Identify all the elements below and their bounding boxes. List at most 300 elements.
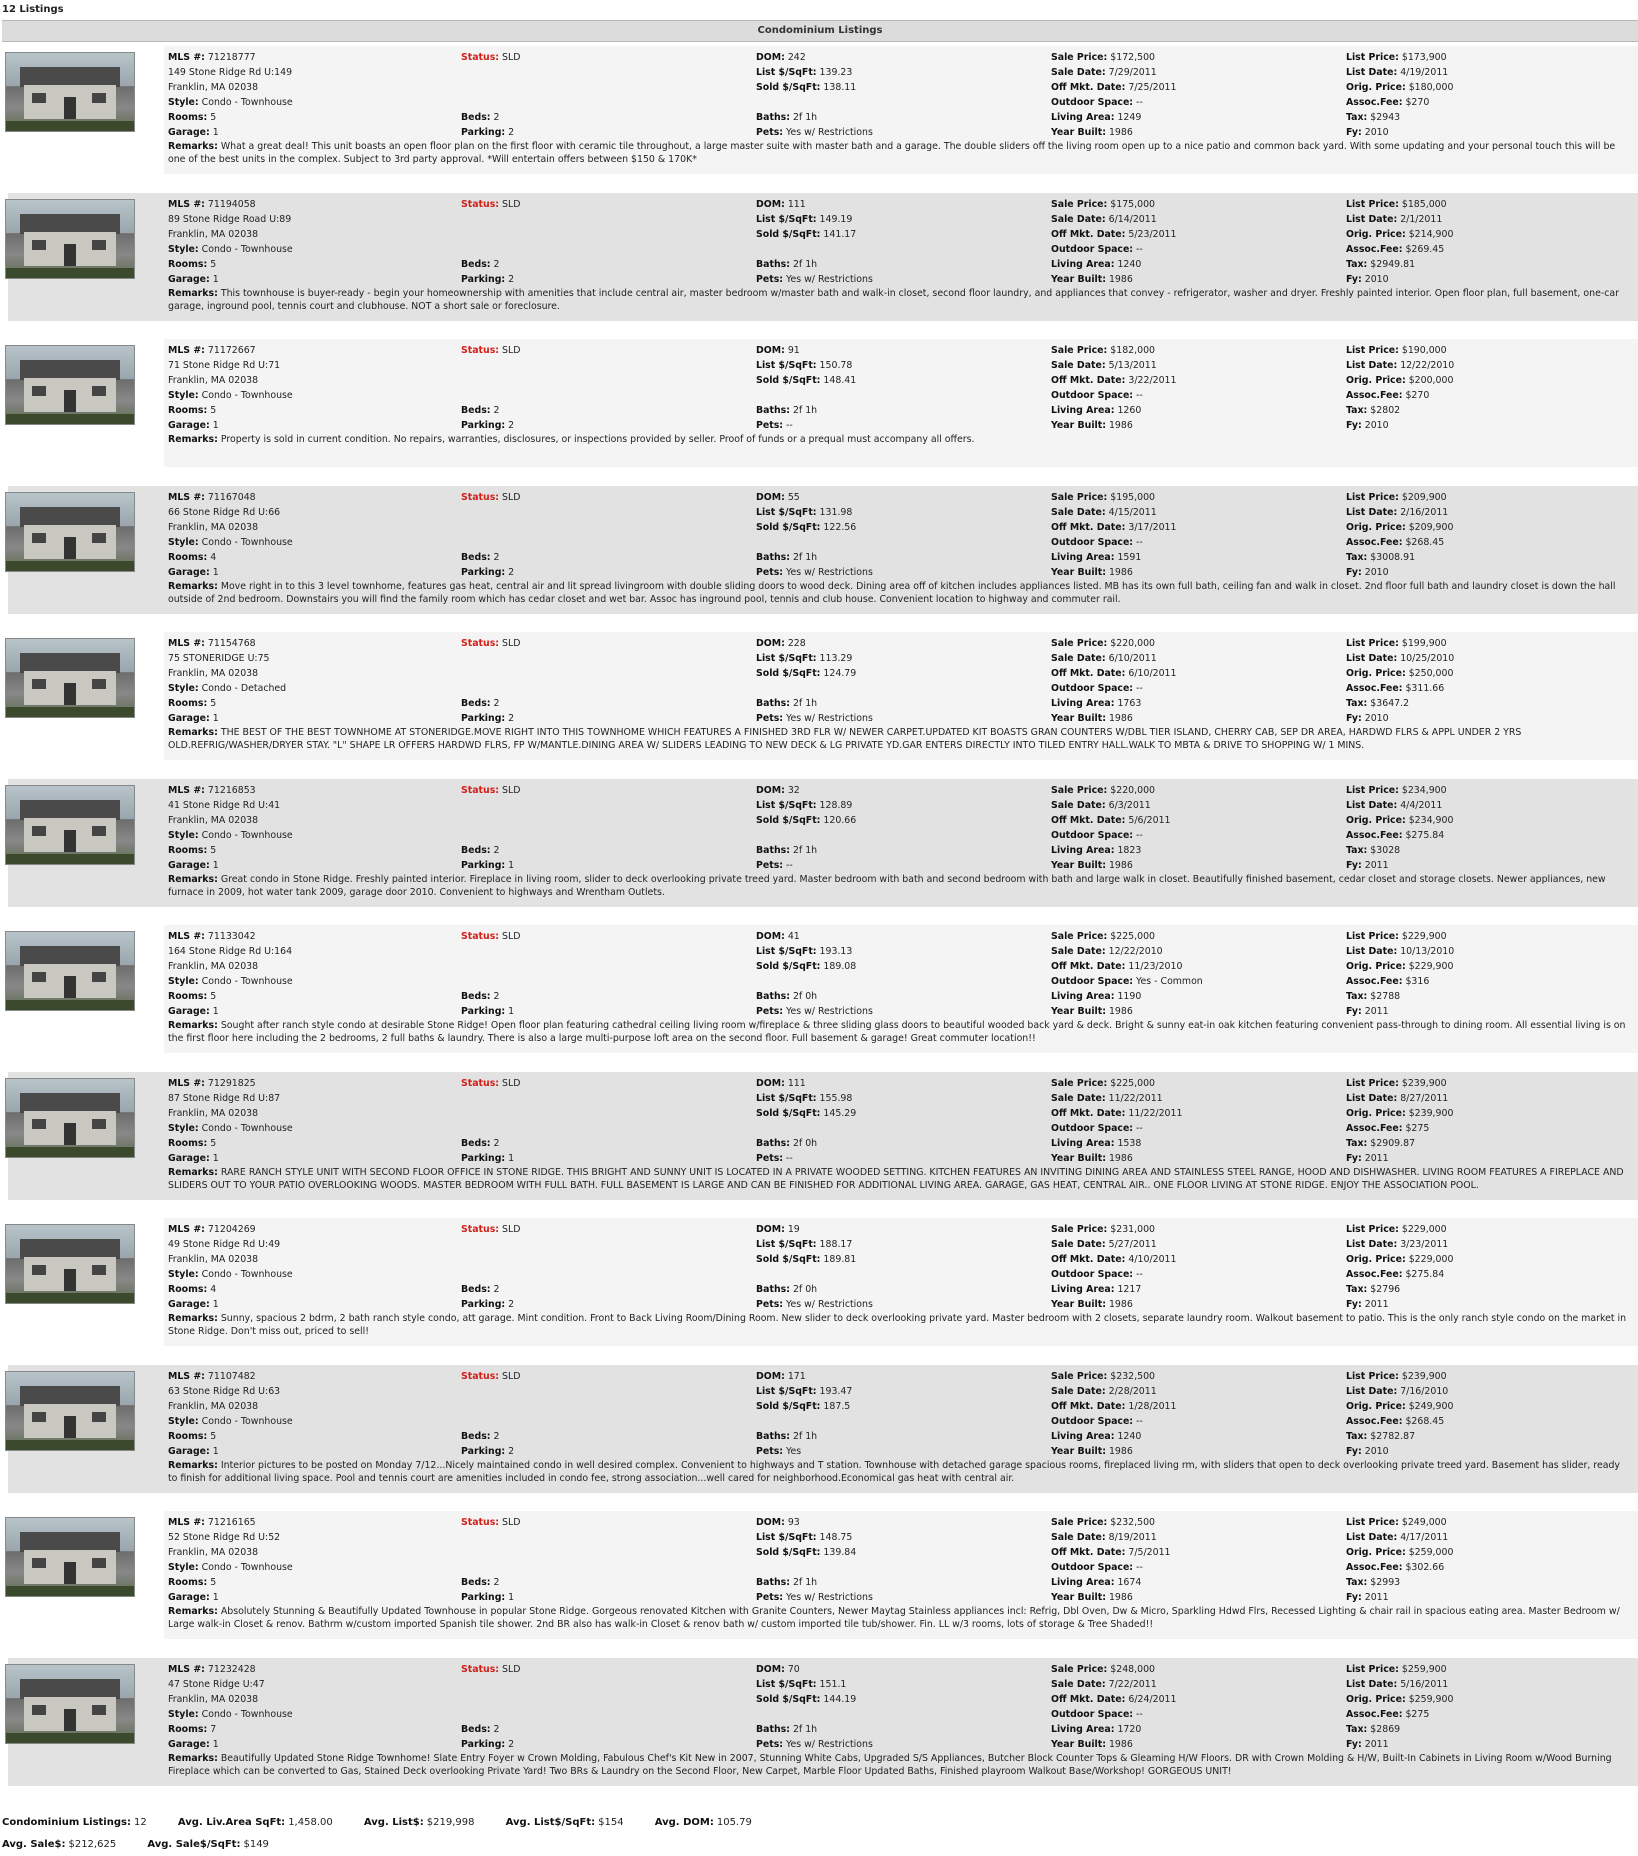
listing-garage: Garage: 1 xyxy=(168,274,219,285)
listing-sold-sqft: Sold $/SqFt: 124.79 xyxy=(756,668,857,679)
listing-status: Status: SLD xyxy=(461,1224,521,1235)
listing-beds: Beds: 2 xyxy=(461,405,500,416)
listing-style: Style: Condo - Townhouse xyxy=(168,97,293,108)
summary-avg-sale-sqft: Avg. Sale$/SqFt: $149 xyxy=(147,1839,269,1850)
listing-remarks: Remarks: Sunny, spacious 2 bdrm, 2 bath ranch style condo, att garage. Mint condition. Front to Back Living Room/Dining Room. New slider to deck overlooking private yard. Master bedroom with 2 closets, separate laundry room. Walkout basement to patio. This is the only ranch style condo on the market in Stone Ridge. Don't miss out, priced to sell! xyxy=(168,1313,1627,1337)
spacer xyxy=(756,242,873,257)
listing-beds: Beds: 2 xyxy=(461,259,500,270)
col-identity xyxy=(168,343,293,433)
listing-sale-price: Sale Price: $172,500 xyxy=(1051,52,1156,63)
summary-row-2 xyxy=(2,1834,780,1856)
col-market xyxy=(756,1222,873,1312)
listing-beds: Beds: 2 xyxy=(461,698,500,709)
col-sale xyxy=(1051,343,1176,433)
listing-tax: Tax: $3008.91 xyxy=(1346,552,1416,563)
listing-baths: Baths: 2f 1h xyxy=(756,1431,818,1442)
listing-orig-price: Orig. Price: $239,900 xyxy=(1346,1108,1454,1119)
listing-rooms: Rooms: 4 xyxy=(168,552,217,563)
listing-year-built: Year Built: 1986 xyxy=(1051,1446,1133,1457)
listing-living-area: Living Area: 1823 xyxy=(1051,845,1142,856)
listing-living-area: Living Area: 1190 xyxy=(1051,991,1142,1002)
listing-list-price: List Price: $199,900 xyxy=(1346,638,1447,649)
listing-list-sqft: List $/SqFt: 139.23 xyxy=(756,67,853,78)
spacer xyxy=(756,1707,873,1722)
col-listing xyxy=(1346,1369,1453,1459)
listing-off-mkt-date: Off Mkt. Date: 4/10/2011 xyxy=(1051,1254,1177,1265)
listing-address: 89 Stone Ridge Road U:89 xyxy=(168,214,292,225)
listing-address: 149 Stone Ridge Rd U:149 xyxy=(168,67,293,78)
listing-list-sqft: List $/SqFt: 113.29 xyxy=(756,653,853,664)
col-sale xyxy=(1051,1222,1176,1312)
listing-living-area: Living Area: 1591 xyxy=(1051,552,1142,563)
listing-garage: Garage: 1 xyxy=(168,127,219,138)
listing-living-area: Living Area: 1260 xyxy=(1051,405,1142,416)
listing-pets: Pets: Yes w/ Restrictions xyxy=(756,127,873,138)
listing-rooms: Rooms: 5 xyxy=(168,991,217,1002)
listing-rooms: Rooms: 5 xyxy=(168,112,217,123)
summary-avg-sale: Avg. Sale$: $212,625 xyxy=(2,1839,117,1850)
listing-list-date: List Date: 10/13/2010 xyxy=(1346,946,1455,957)
listing-outdoor-space: Outdoor Space: -- xyxy=(1051,1269,1143,1280)
listing-pets: Pets: Yes w/ Restrictions xyxy=(756,1299,873,1310)
listing-list-date: List Date: 4/19/2011 xyxy=(1346,67,1449,78)
listing-dom: DOM: 32 xyxy=(756,785,800,796)
listing-fy: Fy: 2010 xyxy=(1346,420,1389,431)
spacer xyxy=(461,666,520,681)
listing-list-date: List Date: 7/16/2010 xyxy=(1346,1386,1449,1397)
listing-photo[interactable] xyxy=(5,638,135,718)
listing-dom: DOM: 242 xyxy=(756,52,806,63)
listing-sale-date: Sale Date: 6/10/2011 xyxy=(1051,653,1157,664)
listing-tax: Tax: $2949.81 xyxy=(1346,259,1416,270)
listing-address: 47 Stone Ridge U:47 xyxy=(168,1679,265,1690)
spacer xyxy=(461,1252,520,1267)
spacer xyxy=(461,1121,520,1136)
col-identity xyxy=(168,1076,293,1166)
listing-list-date: List Date: 3/23/2011 xyxy=(1346,1239,1449,1250)
listing-city: Franklin, MA 02038 xyxy=(168,375,259,386)
listing-living-area: Living Area: 1240 xyxy=(1051,1431,1142,1442)
listing-beds: Beds: 2 xyxy=(461,1724,500,1735)
listing-status: Status: SLD xyxy=(461,1664,521,1675)
listing-outdoor-space: Outdoor Space: -- xyxy=(1051,1562,1143,1573)
listing-fy: Fy: 2011 xyxy=(1346,1592,1389,1603)
listing-tax: Tax: $2788 xyxy=(1346,991,1401,1002)
listing-sale-date: Sale Date: 5/13/2011 xyxy=(1051,360,1157,371)
listing-fy: Fy: 2011 xyxy=(1346,1006,1389,1017)
listing-baths: Baths: 2f 1h xyxy=(756,259,818,270)
listing-dom: DOM: 55 xyxy=(756,492,800,503)
listing-baths: Baths: 2f 1h xyxy=(756,405,818,416)
listing-orig-price: Orig. Price: $209,900 xyxy=(1346,522,1454,533)
listing-pets: Pets: Yes w/ Restrictions xyxy=(756,1006,873,1017)
col-market xyxy=(756,929,873,1019)
col-sale xyxy=(1051,1369,1176,1459)
listing-assoc-fee: Assoc.Fee: $311.66 xyxy=(1346,683,1445,694)
spacer xyxy=(461,1414,520,1429)
listing-baths: Baths: 2f 0h xyxy=(756,991,818,1002)
listing-status: Status: SLD xyxy=(461,1371,521,1382)
listing-sold-sqft: Sold $/SqFt: 148.41 xyxy=(756,375,857,386)
listing-row xyxy=(0,779,1638,923)
listing-pets: Pets: Yes w/ Restrictions xyxy=(756,1739,873,1750)
listing-year-built: Year Built: 1986 xyxy=(1051,274,1133,285)
spacer xyxy=(461,651,520,666)
listing-row xyxy=(0,339,1638,483)
listing-photo[interactable] xyxy=(5,199,135,279)
listing-sold-sqft: Sold $/SqFt: 144.19 xyxy=(756,1694,857,1705)
spacer xyxy=(461,1091,520,1106)
spacer xyxy=(461,1560,520,1575)
listing-assoc-fee: Assoc.Fee: $316 xyxy=(1346,976,1430,987)
col-status xyxy=(461,1222,520,1312)
listing-style: Style: Condo - Townhouse xyxy=(168,830,293,841)
mls-number: MLS #: 71216165 xyxy=(168,1517,256,1528)
listing-count: 12 Listings xyxy=(2,4,64,15)
listing-city: Franklin, MA 02038 xyxy=(168,522,259,533)
listing-off-mkt-date: Off Mkt. Date: 6/10/2011 xyxy=(1051,668,1177,679)
summary-avg-liv-area: Avg. Liv.Area SqFt: 1,458.00 xyxy=(177,1817,333,1828)
listing-outdoor-space: Outdoor Space: -- xyxy=(1051,1123,1143,1134)
col-market xyxy=(756,1662,873,1752)
listing-status: Status: SLD xyxy=(461,1078,521,1089)
listing-style: Style: Condo - Townhouse xyxy=(168,244,293,255)
listing-assoc-fee: Assoc.Fee: $275.84 xyxy=(1346,830,1445,841)
listing-style: Style: Condo - Detached xyxy=(168,683,287,694)
listing-pets: Pets: Yes w/ Restrictions xyxy=(756,274,873,285)
listing-sale-date: Sale Date: 4/15/2011 xyxy=(1051,507,1157,518)
listing-sale-price: Sale Price: $220,000 xyxy=(1051,785,1156,796)
col-sale xyxy=(1051,1662,1176,1752)
listing-photo[interactable] xyxy=(5,931,135,1011)
listing-tax: Tax: $2796 xyxy=(1346,1284,1401,1295)
listing-sale-date: Sale Date: 7/22/2011 xyxy=(1051,1679,1157,1690)
listing-beds: Beds: 2 xyxy=(461,112,500,123)
listing-sale-date: Sale Date: 6/3/2011 xyxy=(1051,800,1151,811)
col-listing xyxy=(1346,783,1453,873)
listing-remarks: Remarks: This townhouse is buyer-ready - begin your homeownership with amenities that include central air, master bedroom w/master bath and walk-in closet, second floor laundry, and appliances that convey - refrigerator, washer and dryer. Freshly painted interior. Open floor plan, full basement, one-car garage, inground pool, tennis court and clubhouse. NOT a short sale or foreclosure. xyxy=(168,288,1619,312)
listing-photo[interactable] xyxy=(5,345,135,425)
listing-living-area: Living Area: 1674 xyxy=(1051,1577,1142,1588)
listing-photo[interactable] xyxy=(5,785,135,865)
listing-photo[interactable] xyxy=(5,1517,135,1597)
listing-orig-price: Orig. Price: $229,000 xyxy=(1346,1254,1454,1265)
listing-list-date: List Date: 8/27/2011 xyxy=(1346,1093,1449,1104)
col-market xyxy=(756,1369,852,1459)
listing-parking: Parking: 2 xyxy=(461,1446,515,1457)
listing-assoc-fee: Assoc.Fee: $275.84 xyxy=(1346,1269,1445,1280)
listing-year-built: Year Built: 1986 xyxy=(1051,420,1133,431)
listing-rooms: Rooms: 5 xyxy=(168,698,217,709)
listing-sale-price: Sale Price: $220,000 xyxy=(1051,638,1156,649)
listing-orig-price: Orig. Price: $234,900 xyxy=(1346,815,1454,826)
listing-garage: Garage: 1 xyxy=(168,1299,219,1310)
spacer xyxy=(461,242,520,257)
listing-city: Franklin, MA 02038 xyxy=(168,1401,259,1412)
listing-pets: Pets: Yes xyxy=(756,1446,802,1457)
col-listing xyxy=(1346,197,1453,287)
listing-pets: Pets: -- xyxy=(756,860,793,871)
spacer xyxy=(756,1414,852,1429)
listing-list-price: List Price: $229,900 xyxy=(1346,931,1447,942)
listing-remarks: Remarks: RARE RANCH STYLE UNIT WITH SECOND FLOOR OFFICE IN STONE RIDGE. THIS BRIGHT AND SUNNY UNIT IS LOCATED IN A PRIVATE WOODED SETTING. KITCHEN FEATURES AN INVITING DINING AREA AND STAINLESS STEEL RANGE, HOOD AND DISHWASHER. LIVING ROOM FEATURES A FIREPLACE AND SLIDERS OUT TO YOUR PATIO OVERLOOKING WOODS. MASTER BEDROOM WITH FULL BATH. FULL BASEMENT IS LARGE AND CAN BE FINISHED FOR ADDITIONAL LIVING AREA. GARAGE, GAS HEAT, CENTRAL AIR.. ONE FLOOR LIVING AT STONE RIDGE. ENJOY THE ASSOCIATION POOL. xyxy=(168,1167,1624,1191)
listing-status: Status: SLD xyxy=(461,638,521,649)
listing-living-area: Living Area: 1763 xyxy=(1051,698,1142,709)
listing-sale-price: Sale Price: $195,000 xyxy=(1051,492,1156,503)
col-market xyxy=(756,197,873,287)
listing-photo[interactable] xyxy=(5,1078,135,1158)
col-status xyxy=(461,490,520,580)
listing-garage: Garage: 1 xyxy=(168,1006,219,1017)
listing-off-mkt-date: Off Mkt. Date: 3/22/2011 xyxy=(1051,375,1177,386)
listing-orig-price: Orig. Price: $200,000 xyxy=(1346,375,1454,386)
listing-beds: Beds: 2 xyxy=(461,991,500,1002)
listing-beds: Beds: 2 xyxy=(461,1284,500,1295)
listing-city: Franklin, MA 02038 xyxy=(168,815,259,826)
listing-list-sqft: List $/SqFt: 188.17 xyxy=(756,1239,853,1250)
listing-parking: Parking: 2 xyxy=(461,713,515,724)
listing-photo[interactable] xyxy=(5,52,135,132)
col-status xyxy=(461,197,520,287)
listing-living-area: Living Area: 1217 xyxy=(1051,1284,1142,1295)
spacer xyxy=(756,388,856,403)
col-sale xyxy=(1051,1515,1171,1605)
listing-fy: Fy: 2011 xyxy=(1346,1299,1389,1310)
listing-remarks: Remarks: THE BEST OF THE BEST TOWNHOME AT STONERIDGE.MOVE RIGHT INTO THIS TOWNHOME WHICH FEATURES A FINISHED 3RD FLR W/ NEWER CARPET.UPDATED KIT BOASTS GRAN COUNTERS W/DBL TIER ISLAND, CHERRY CAB, SEP DR AREA, HARDWD FLRS & APPL UNDER 2 YRS OLD.REFRIG/WASHER/DRYER STAY. "L" SHAPE LR OFFERS HARDWD FLRS, FP W/MANTLE.DINING AREA W/ SLIDERS LEADING TO NEW DECK & LG PRIVATE YD.GAR ENTERS DIRECTLY INTO TILED ENTRY HALL.WALK TO MBTA & DRIVE TO SHOPPING W/ 1 MINS. xyxy=(168,727,1522,751)
col-listing xyxy=(1346,636,1454,726)
listing-pets: Pets: Yes w/ Restrictions xyxy=(756,713,873,724)
listing-outdoor-space: Outdoor Space: -- xyxy=(1051,1416,1143,1427)
mls-number: MLS #: 71167048 xyxy=(168,492,256,503)
listing-pets: Pets: Yes w/ Restrictions xyxy=(756,567,873,578)
listing-sold-sqft: Sold $/SqFt: 145.29 xyxy=(756,1108,857,1119)
listing-sale-date: Sale Date: 11/22/2011 xyxy=(1051,1093,1163,1104)
listing-dom: DOM: 228 xyxy=(756,638,806,649)
listing-list-price: List Price: $185,000 xyxy=(1346,199,1447,210)
listing-off-mkt-date: Off Mkt. Date: 5/23/2011 xyxy=(1051,229,1177,240)
listing-tax: Tax: $3028 xyxy=(1346,845,1401,856)
listing-orig-price: Orig. Price: $180,000 xyxy=(1346,82,1454,93)
listing-tax: Tax: $2993 xyxy=(1346,1577,1401,1588)
listing-parking: Parking: 1 xyxy=(461,1006,515,1017)
spacer xyxy=(461,1545,520,1560)
mls-number: MLS #: 71218777 xyxy=(168,52,256,63)
col-sale xyxy=(1051,636,1176,726)
listing-row xyxy=(0,46,1638,190)
listing-remarks: Remarks: Interior pictures to be posted on Monday 7/12...Nicely maintained condo in well desired complex. Convenient to highways and T station. Townhouse with detached garage spacious rooms, fireplaced living rm, with sliders that open to deck overlooking private treed yard. Basement has slider, ready to finish for additional living space. Pool and tennis court are amenities included in condo fee, strong association...well cared for neighborhood.Economical gas heat with central air. xyxy=(168,1460,1620,1484)
listing-address: 63 Stone Ridge Rd U:63 xyxy=(168,1386,281,1397)
listing-rooms: Rooms: 5 xyxy=(168,845,217,856)
listing-dom: DOM: 70 xyxy=(756,1664,800,1675)
summary-listings: Condominium Listings: 12 xyxy=(2,1817,147,1828)
listing-list-date: List Date: 4/4/2011 xyxy=(1346,800,1443,811)
listing-sale-price: Sale Price: $225,000 xyxy=(1051,1078,1156,1089)
spacer xyxy=(461,798,520,813)
listing-beds: Beds: 2 xyxy=(461,1577,500,1588)
listing-off-mkt-date: Off Mkt. Date: 7/5/2011 xyxy=(1051,1547,1171,1558)
spacer xyxy=(461,1237,520,1252)
listing-list-sqft: List $/SqFt: 131.98 xyxy=(756,507,853,518)
listing-row xyxy=(0,193,1638,337)
listing-status: Status: SLD xyxy=(461,199,521,210)
summary-avg-dom: Avg. DOM: 105.79 xyxy=(654,1817,752,1828)
listing-photo[interactable] xyxy=(5,1371,135,1451)
spacer xyxy=(461,373,520,388)
listing-fy: Fy: 2010 xyxy=(1346,713,1389,724)
listing-baths: Baths: 2f 1h xyxy=(756,112,818,123)
col-status xyxy=(461,1369,520,1459)
listing-list-sqft: List $/SqFt: 150.78 xyxy=(756,360,853,371)
listing-baths: Baths: 2f 1h xyxy=(756,698,818,709)
col-identity xyxy=(168,1369,293,1459)
listing-baths: Baths: 2f 1h xyxy=(756,1577,818,1588)
spacer xyxy=(461,520,520,535)
listing-list-date: List Date: 2/16/2011 xyxy=(1346,507,1449,518)
listing-city: Franklin, MA 02038 xyxy=(168,1254,259,1265)
spacer xyxy=(461,1707,520,1722)
listing-rooms: Rooms: 5 xyxy=(168,1577,217,1588)
listing-list-price: List Price: $234,900 xyxy=(1346,785,1447,796)
listing-assoc-fee: Assoc.Fee: $302.66 xyxy=(1346,1562,1445,1573)
listing-off-mkt-date: Off Mkt. Date: 11/22/2011 xyxy=(1051,1108,1183,1119)
mls-number: MLS #: 71172667 xyxy=(168,345,256,356)
listing-outdoor-space: Outdoor Space: -- xyxy=(1051,1709,1143,1720)
listing-style: Style: Condo - Townhouse xyxy=(168,976,293,987)
spacer xyxy=(461,1677,520,1692)
listing-city: Franklin, MA 02038 xyxy=(168,668,259,679)
listing-list-date: List Date: 10/25/2010 xyxy=(1346,653,1455,664)
listing-fy: Fy: 2011 xyxy=(1346,1739,1389,1750)
listing-sold-sqft: Sold $/SqFt: 189.81 xyxy=(756,1254,857,1265)
spacer xyxy=(461,681,520,696)
listing-garage: Garage: 1 xyxy=(168,860,219,871)
spacer xyxy=(461,1692,520,1707)
mls-number: MLS #: 71204269 xyxy=(168,1224,256,1235)
mls-number: MLS #: 71291825 xyxy=(168,1078,256,1089)
spacer xyxy=(461,227,520,242)
spacer xyxy=(461,388,520,403)
listing-sale-date: Sale Date: 6/14/2011 xyxy=(1051,214,1157,225)
listing-tax: Tax: $3647.2 xyxy=(1346,698,1410,709)
listing-orig-price: Orig. Price: $214,900 xyxy=(1346,229,1454,240)
spacer xyxy=(461,959,520,974)
listing-row xyxy=(0,1072,1638,1216)
col-market xyxy=(756,636,873,726)
listing-off-mkt-date: Off Mkt. Date: 7/25/2011 xyxy=(1051,82,1177,93)
listing-parking: Parking: 2 xyxy=(461,274,515,285)
col-status xyxy=(461,50,520,140)
listing-list-price: List Price: $209,900 xyxy=(1346,492,1447,503)
listing-outdoor-space: Outdoor Space: -- xyxy=(1051,390,1143,401)
listing-orig-price: Orig. Price: $250,000 xyxy=(1346,668,1454,679)
listing-dom: DOM: 111 xyxy=(756,1078,806,1089)
listing-baths: Baths: 2f 1h xyxy=(756,1724,818,1735)
listing-assoc-fee: Assoc.Fee: $268.45 xyxy=(1346,537,1445,548)
listing-remarks: Remarks: What a great deal! This unit boasts an open floor plan on the first floor with ceramic tile throughout, a large master suite with master bath and a garage. The double sliders off the living room open up to a nice patio and common back yard. With some updating and your personal touch this will be one of the best units in the complex. Subject to 3rd party approval. *Will entertain offers between $150 & 170K* xyxy=(168,141,1616,165)
listing-sale-date: Sale Date: 2/28/2011 xyxy=(1051,1386,1157,1397)
listing-sold-sqft: Sold $/SqFt: 122.56 xyxy=(756,522,857,533)
listing-tax: Tax: $2943 xyxy=(1346,112,1401,123)
col-sale xyxy=(1051,197,1176,287)
listing-year-built: Year Built: 1986 xyxy=(1051,1739,1133,1750)
listing-sale-date: Sale Date: 8/19/2011 xyxy=(1051,1532,1157,1543)
listing-status: Status: SLD xyxy=(461,931,521,942)
listing-address: 52 Stone Ridge Rd U:52 xyxy=(168,1532,281,1543)
listing-outdoor-space: Outdoor Space: -- xyxy=(1051,97,1143,108)
listing-row xyxy=(0,1511,1638,1655)
listing-rooms: Rooms: 5 xyxy=(168,259,217,270)
listing-photo[interactable] xyxy=(5,1664,135,1744)
listing-beds: Beds: 2 xyxy=(461,845,500,856)
listing-year-built: Year Built: 1986 xyxy=(1051,1153,1133,1164)
col-listing xyxy=(1346,343,1454,433)
listing-list-sqft: List $/SqFt: 149.19 xyxy=(756,214,853,225)
listing-outdoor-space: Outdoor Space: -- xyxy=(1051,537,1143,548)
listing-sale-price: Sale Price: $225,000 xyxy=(1051,931,1156,942)
listing-list-date: List Date: 4/17/2011 xyxy=(1346,1532,1449,1543)
listing-rooms: Rooms: 5 xyxy=(168,405,217,416)
listing-parking: Parking: 2 xyxy=(461,1739,515,1750)
listing-list-date: List Date: 2/1/2011 xyxy=(1346,214,1443,225)
spacer xyxy=(756,974,873,989)
listing-address: 87 Stone Ridge Rd U:87 xyxy=(168,1093,281,1104)
col-status xyxy=(461,343,520,433)
listing-dom: DOM: 19 xyxy=(756,1224,800,1235)
listing-list-sqft: List $/SqFt: 193.13 xyxy=(756,946,853,957)
spacer xyxy=(461,1530,520,1545)
listing-assoc-fee: Assoc.Fee: $268.45 xyxy=(1346,1416,1445,1427)
spacer xyxy=(756,1267,873,1282)
spacer xyxy=(756,828,856,843)
listing-sold-sqft: Sold $/SqFt: 138.11 xyxy=(756,82,857,93)
listing-assoc-fee: Assoc.Fee: $270 xyxy=(1346,390,1430,401)
listing-sale-date: Sale Date: 12/22/2010 xyxy=(1051,946,1163,957)
col-listing xyxy=(1346,1222,1453,1312)
listing-fy: Fy: 2010 xyxy=(1346,127,1389,138)
listing-address: 49 Stone Ridge Rd U:49 xyxy=(168,1239,281,1250)
listing-assoc-fee: Assoc.Fee: $275 xyxy=(1346,1709,1430,1720)
listing-list-sqft: List $/SqFt: 155.98 xyxy=(756,1093,853,1104)
listing-sale-date: Sale Date: 5/27/2011 xyxy=(1051,1239,1157,1250)
listing-style: Style: Condo - Townhouse xyxy=(168,1416,293,1427)
spacer xyxy=(461,80,520,95)
listing-sold-sqft: Sold $/SqFt: 141.17 xyxy=(756,229,857,240)
col-listing xyxy=(1346,1076,1453,1166)
listing-list-sqft: List $/SqFt: 151.1 xyxy=(756,1679,847,1690)
listing-orig-price: Orig. Price: $229,900 xyxy=(1346,961,1454,972)
listing-rooms: Rooms: 5 xyxy=(168,1138,217,1149)
listing-city: Franklin, MA 02038 xyxy=(168,82,259,93)
listing-photo[interactable] xyxy=(5,492,135,572)
listing-year-built: Year Built: 1986 xyxy=(1051,1592,1133,1603)
listing-list-date: List Date: 5/16/2011 xyxy=(1346,1679,1449,1690)
listing-dom: DOM: 93 xyxy=(756,1517,800,1528)
listing-address: 164 Stone Ridge Rd U:164 xyxy=(168,946,293,957)
mls-number: MLS #: 71216853 xyxy=(168,785,256,796)
listing-tax: Tax: $2802 xyxy=(1346,405,1401,416)
listing-city: Franklin, MA 02038 xyxy=(168,1547,259,1558)
listing-rooms: Rooms: 7 xyxy=(168,1724,217,1735)
col-identity xyxy=(168,490,293,580)
listing-style: Style: Condo - Townhouse xyxy=(168,390,293,401)
col-market xyxy=(756,490,873,580)
listing-fy: Fy: 2010 xyxy=(1346,567,1389,578)
spacer xyxy=(461,1267,520,1282)
listing-status: Status: SLD xyxy=(461,52,521,63)
spacer xyxy=(461,974,520,989)
listing-tax: Tax: $2782.87 xyxy=(1346,1431,1416,1442)
listing-photo[interactable] xyxy=(5,1224,135,1304)
